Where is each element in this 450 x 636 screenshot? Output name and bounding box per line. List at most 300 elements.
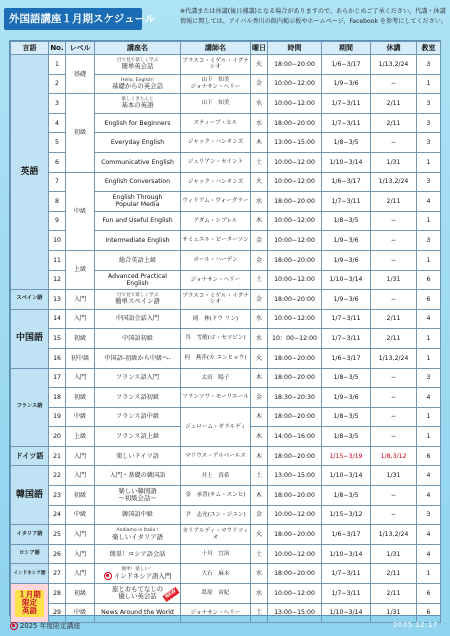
teacher-name: 大石 麻未	[181, 564, 251, 584]
period: 1/10−3/14	[322, 270, 371, 290]
level-cell: 入門	[66, 564, 95, 584]
room: 3	[417, 172, 441, 192]
period: 1/9−3/6	[322, 388, 371, 408]
room: 3	[417, 55, 441, 75]
teacher-name: 尹 志允(ユン・ジユン)	[181, 505, 251, 525]
row-no: 18	[49, 388, 66, 408]
day: 水	[251, 192, 268, 212]
footer-legend-text: 2025 年度限定講座	[20, 622, 81, 630]
teacher-name: ジャック・ハンキンズ	[181, 172, 251, 192]
room: 4	[417, 388, 441, 408]
day: 金	[251, 388, 268, 408]
language-cell-chinese: 中国語	[11, 309, 49, 368]
course-name: English for Beginners	[95, 113, 181, 133]
time: 10:00−12:00	[268, 172, 322, 192]
header-course: 講座名	[95, 42, 181, 55]
course-name: 韓国語中級	[95, 505, 181, 525]
period: 1/15−3/19	[322, 446, 371, 466]
header-language: 言語	[11, 42, 49, 55]
row-no: 3	[49, 94, 66, 114]
header-period: 期間	[322, 42, 371, 55]
course-name: 中国語初級	[95, 329, 181, 349]
time: 18:00−20:00	[268, 407, 322, 427]
course-name: 目で見て楽しく学ぶ 簡単スペイン語	[95, 290, 181, 310]
off-days: −	[371, 231, 417, 251]
course-name: フランス語上級	[95, 427, 181, 447]
teacher-name: 葛原 由紀	[181, 584, 251, 604]
level-cell: 上級	[66, 250, 95, 289]
time: 18:30−20:30	[268, 388, 322, 408]
level-cell: 初中級	[66, 348, 95, 368]
level-cell: 初級	[66, 94, 95, 172]
table-row	[11, 290, 441, 310]
table-row	[11, 172, 441, 192]
day: 土	[251, 152, 268, 172]
period: 1/7−3/11	[322, 329, 371, 349]
period: 1/9−3/6	[322, 250, 371, 270]
time: 10:00−12:00	[268, 231, 322, 251]
teacher-name: ジェローム・ギラルディ	[181, 407, 251, 446]
period: 1/7−3/11	[322, 564, 371, 584]
level-cell: 初級	[66, 329, 95, 349]
room: 1	[417, 407, 441, 427]
teacher-name: 金 承喜(キム・スンヒ)	[181, 486, 251, 506]
language-cell-russian: ロシア語	[11, 544, 49, 564]
day: 木	[251, 133, 268, 153]
room: 1	[417, 152, 441, 172]
level-cell: 入門	[66, 525, 95, 545]
limited-course-mark-icon	[104, 572, 112, 580]
course-name: English Conversation	[95, 172, 181, 192]
time: 10：00−12:00	[268, 329, 322, 349]
day: 火	[251, 55, 268, 75]
time: 10:00−12:00	[268, 74, 322, 94]
special-english-badge: １月期 限定 英語	[15, 590, 44, 617]
table-row	[11, 446, 441, 466]
teacher-name: ジャック・ハンキンズ	[181, 133, 251, 153]
time: 10:00−12:00	[268, 270, 322, 290]
footer-legend	[10, 620, 80, 630]
row-no: 21	[49, 446, 66, 466]
room: 1	[417, 564, 441, 584]
level-cell: 上級	[66, 427, 95, 447]
time: 18:00−20:00	[268, 113, 322, 133]
course-name: 楽しくきちんと 基本の英語	[95, 94, 181, 114]
teacher-name: ジョナサン・ヘリー	[181, 603, 251, 623]
period: 1/6−3/17	[322, 172, 371, 192]
time: 18:00−20:00	[268, 368, 322, 388]
off-days: −	[371, 250, 417, 270]
period: 1/8−3/5	[322, 211, 371, 231]
room: 1	[417, 250, 441, 270]
course-name: 楽しい韓国語 〜初級会話〜	[95, 486, 181, 506]
room: 4	[417, 486, 441, 506]
period: 1/7−3/11	[322, 309, 371, 329]
time: 18:00−20:00	[268, 192, 322, 212]
language-cell-spanish: スペイン語	[11, 290, 49, 310]
table-row	[11, 564, 441, 584]
teacher-name: ウィリアム・ヴォーグラー	[181, 192, 251, 212]
table-row	[11, 368, 441, 388]
off-days: 1/31	[371, 466, 417, 486]
table-row	[11, 505, 441, 525]
row-no: 11	[49, 250, 66, 270]
period: 1/9−3/6	[322, 74, 371, 94]
day: 木	[251, 486, 268, 506]
time: 10:00−12:00	[268, 309, 322, 329]
time: 18:00−20:00	[268, 348, 322, 368]
period: 1/8−3/5	[322, 407, 371, 427]
table-row	[11, 55, 441, 75]
period: 1/10−3/14	[322, 603, 371, 623]
row-no: 26	[49, 544, 66, 564]
room: 6	[417, 446, 441, 466]
course-name: 総合英語上級	[95, 250, 181, 270]
time: 18:00−20:00	[268, 55, 322, 75]
row-no: 23	[49, 486, 66, 506]
teacher-name: 山下 知美	[181, 94, 251, 114]
schedule-table	[10, 41, 441, 623]
level-cell: 中級	[66, 407, 95, 427]
day: 火	[251, 525, 268, 545]
row-no: 9	[49, 211, 66, 231]
period: 1/10−3/14	[322, 544, 371, 564]
off-days: 2/11	[371, 309, 417, 329]
course-name: 旅とおもてなしの 優しい英会話 NEW	[95, 584, 181, 604]
row-no: 6	[49, 152, 66, 172]
room: 1	[417, 329, 441, 349]
language-cell-german: ドイツ語	[11, 446, 49, 466]
course-name: 入門・基礎の韓国語	[95, 466, 181, 486]
row-no: 10	[49, 231, 66, 251]
level-cell: 中級	[66, 505, 95, 525]
off-days: 1/31	[371, 270, 417, 290]
day: 金	[251, 231, 268, 251]
period: 1/10−3/14	[322, 466, 371, 486]
off-days: 2/11	[371, 192, 417, 212]
period: 1/7−3/11	[322, 113, 371, 133]
time: 10:00−12:00	[268, 94, 322, 114]
row-no: 25	[49, 525, 66, 545]
teacher-name: スティーブ・ヒル	[181, 113, 251, 133]
level-cell: 初級	[66, 388, 95, 408]
page-title: 外国語講座１月期スケジュール	[4, 8, 142, 30]
off-days: −	[371, 368, 417, 388]
time: 18:00−20:00	[268, 486, 322, 506]
course-name: フランス語中級	[95, 407, 181, 427]
header-room: 教室	[417, 42, 441, 55]
teacher-name: ブラスコ・ミゲル・イグナシオ	[181, 55, 251, 75]
period: 1/15−3/12	[322, 505, 371, 525]
room: 3	[417, 505, 441, 525]
table-row	[11, 466, 441, 486]
level-cell: 入門	[66, 544, 95, 564]
off-days: −	[371, 133, 417, 153]
course-name: Communicative English	[95, 152, 181, 172]
period: 1/8−3/5	[322, 133, 371, 153]
table-header-row	[11, 42, 441, 55]
time: 10:00−12:00	[268, 544, 322, 564]
room: 4	[417, 309, 441, 329]
table-row	[11, 329, 441, 349]
level-cell: 入門	[66, 290, 95, 310]
table-row	[11, 94, 441, 114]
course-name: 簡単！楽しい！ インドネシア語入門	[95, 564, 181, 584]
table-row	[11, 348, 441, 368]
row-no: 14	[49, 309, 66, 329]
language-cell-special	[11, 584, 49, 623]
room: 4	[417, 544, 441, 564]
teacher-name: 太田 陽子	[181, 368, 251, 388]
period: 1/7−3/11	[322, 584, 371, 604]
table-row	[11, 388, 441, 408]
footer-date: 2025.12.17	[392, 621, 438, 629]
day: 水	[251, 564, 268, 584]
period: 1/6−3/17	[322, 525, 371, 545]
row-no: 12	[49, 270, 66, 290]
course-name: English Through Popular Media	[95, 192, 181, 212]
room: 3	[417, 113, 441, 133]
off-days: 1/13,2/24	[371, 172, 417, 192]
period: 1/9−3/6	[322, 290, 371, 310]
room: 3	[417, 368, 441, 388]
room: 4	[417, 525, 441, 545]
teacher-name: ポール・ハーデン	[181, 250, 251, 270]
table-row	[11, 309, 441, 329]
time: 13:00−15:00	[268, 603, 322, 623]
off-days: −	[371, 486, 417, 506]
row-no: 1	[49, 55, 66, 75]
day: 金	[251, 74, 268, 94]
period: 1/10−3/14	[322, 152, 371, 172]
row-no: 27	[49, 564, 66, 584]
course-name: 目で見て楽しく学ぶ 簡単英会話	[95, 55, 181, 75]
room: 6	[417, 290, 441, 310]
table-row	[11, 486, 441, 506]
off-days: 1/8,3/12	[371, 446, 417, 466]
off-days: −	[371, 505, 417, 525]
off-days: 1/31	[371, 152, 417, 172]
room: 6	[417, 584, 441, 604]
time: 10:00−12:00	[268, 152, 322, 172]
teacher-name: フランソワ・モーリエール	[181, 388, 251, 408]
course-name: 楽しいドイツ語	[95, 446, 181, 466]
row-no: 8	[49, 192, 66, 212]
teacher-name: 呉 雪敏(ゴ・セツビン)	[181, 329, 251, 349]
course-name: News Around the World	[95, 603, 181, 623]
day: 木	[251, 427, 268, 447]
header-time: 時間	[268, 42, 322, 55]
period: 1/8−3/5	[322, 427, 371, 447]
course-name: Everyday English	[95, 133, 181, 153]
period: 1/8−3/5	[322, 368, 371, 388]
row-no: 17	[49, 368, 66, 388]
off-days: 2/11	[371, 564, 417, 584]
off-days: 1/13,2/24	[371, 348, 417, 368]
period: 1/8−3/5	[322, 486, 371, 506]
room: 3	[417, 94, 441, 114]
table-row	[11, 584, 441, 604]
schedule-table-container	[9, 40, 441, 616]
off-days: 2/11	[371, 584, 417, 604]
level-cell: 入門	[66, 309, 95, 329]
course-name: Andiamo in Italia ! 楽しいイタリア語	[95, 525, 181, 545]
room: 1	[417, 427, 441, 447]
level-cell: 中級	[66, 172, 95, 250]
time: 18:00−20:00	[268, 525, 322, 545]
language-cell-indonesian: インドネシア語	[11, 564, 49, 584]
off-days: −	[371, 388, 417, 408]
day: 水	[251, 94, 268, 114]
row-no: 16	[49, 348, 66, 368]
language-cell-italian: イタリア語	[11, 525, 49, 545]
off-days: −	[371, 407, 417, 427]
teacher-name: 十川 宜治	[181, 544, 251, 564]
row-no: 29	[49, 603, 66, 623]
off-days: −	[371, 211, 417, 231]
table-row	[11, 525, 441, 545]
time: 18:00−20:00	[268, 564, 322, 584]
teacher-name: 山下 知美 ジョナサン・ヘリー	[181, 74, 251, 94]
day: 土	[251, 603, 268, 623]
time: 10:00−12:00	[268, 211, 322, 231]
row-no: 24	[49, 505, 66, 525]
day: 水	[251, 309, 268, 329]
level-cell: 中級	[66, 603, 95, 623]
day: 土	[251, 270, 268, 290]
row-no: 15	[49, 329, 66, 349]
period: 1/7−3/11	[322, 192, 371, 212]
off-days: −	[371, 427, 417, 447]
level-cell: 初級	[66, 584, 95, 604]
table-row	[11, 407, 441, 427]
time: 10:00−12:00	[268, 505, 322, 525]
day: 木	[251, 368, 268, 388]
teacher-name: 井上 真希	[181, 466, 251, 486]
language-cell-korean: 韓国語	[11, 466, 49, 525]
off-days: −	[371, 74, 417, 94]
room: 6	[417, 603, 441, 623]
off-days: 1/13,2/24	[371, 55, 417, 75]
time: 13:00−15:00	[268, 466, 322, 486]
day: 火	[251, 348, 268, 368]
period: 1/6−3/17	[322, 55, 371, 75]
row-no: 7	[49, 172, 66, 192]
day: 土	[251, 466, 268, 486]
teacher-name: ジュリアン・セイント	[181, 152, 251, 172]
row-no: 2	[49, 74, 66, 94]
time: 18:00−20:00	[268, 250, 322, 270]
course-name: Intermediate English	[95, 231, 181, 251]
off-days: 1/31	[371, 544, 417, 564]
notice-text: ※代講または休講(後日補講)となる場合がありますので、あらかじめご了承ください。代講・休講情報に関しては、アイパル香川の館内掲示板やホームページ、Facebook を参考にしてください。	[180, 8, 447, 25]
time: 14:00−16:00	[268, 427, 322, 447]
header-teacher: 講師名	[181, 42, 251, 55]
time: 18:00−20:00	[268, 290, 322, 310]
room: 1	[417, 74, 441, 94]
time: 18:00−20:00	[268, 446, 322, 466]
header-off: 休講	[371, 42, 417, 55]
room: 4	[417, 192, 441, 212]
row-no: 20	[49, 427, 66, 447]
table-row	[11, 544, 441, 564]
off-days: 1/13,2/24	[371, 525, 417, 545]
row-no: 5	[49, 133, 66, 153]
header	[4, 6, 446, 36]
table-row	[11, 250, 441, 270]
teacher-name: カリアルディ・マウリツィオ	[181, 525, 251, 545]
off-days: 1/31	[371, 603, 417, 623]
teacher-name: ジョナサン・ヘリー	[181, 270, 251, 290]
period: 1/9−3/6	[322, 231, 371, 251]
room: 4	[417, 466, 441, 486]
off-days: 2/11	[371, 94, 417, 114]
row-no: 28	[49, 584, 66, 604]
course-name: フランス語初級	[95, 388, 181, 408]
language-cell-english: 英語	[11, 55, 49, 290]
limited-course-mark-icon	[10, 622, 18, 630]
day: 水	[251, 329, 268, 349]
day: 木	[251, 446, 268, 466]
course-name: Fun and Useful English	[95, 211, 181, 231]
course-name: 中国語-初級から中級へ-	[95, 348, 181, 368]
row-no: 22	[49, 466, 66, 486]
row-no: 13	[49, 290, 66, 310]
teacher-name: 何 燕萍(カ エンヒョウ)	[181, 348, 251, 368]
day: 金	[251, 250, 268, 270]
teacher-name: 岡 林(ドウ リン)	[181, 309, 251, 329]
off-days: 2/11	[371, 113, 417, 133]
header-level: レベル	[66, 42, 95, 55]
day: 木	[251, 407, 268, 427]
off-days: −	[371, 290, 417, 310]
day: 金	[251, 290, 268, 310]
teacher-name: ブラスコ・ミゲル・イグナシオ	[181, 290, 251, 310]
course-name: Advanced Practical English	[95, 270, 181, 290]
day: 金	[251, 505, 268, 525]
course-name: 簡単！ロシア語会話	[95, 544, 181, 564]
header-day: 曜日	[251, 42, 268, 55]
room: 6	[417, 270, 441, 290]
new-badge: NEW	[162, 587, 179, 602]
row-no: 4	[49, 113, 66, 133]
course-name: Hello, English! 基礎からの英会話	[95, 74, 181, 94]
row-no: 19	[49, 407, 66, 427]
room: 3	[417, 133, 441, 153]
room: 1	[417, 211, 441, 231]
off-days: 2/11	[371, 329, 417, 349]
language-cell-french: フランス語	[11, 368, 49, 446]
period: 1/6−3/17	[322, 348, 371, 368]
level-cell: 入門	[66, 368, 95, 388]
time: 10:00−12:00	[268, 584, 322, 604]
level-cell: 入門	[66, 466, 95, 486]
day: 水	[251, 584, 268, 604]
course-name: フランス語入門	[95, 368, 181, 388]
teacher-name: サミュエル・ピーターソン	[181, 231, 251, 251]
room: 3	[417, 231, 441, 251]
level-cell: 基礎	[66, 55, 95, 94]
course-name: 中国語会話入門	[95, 309, 181, 329]
teacher-name: アダム・シブレル	[181, 211, 251, 231]
day: 土	[251, 544, 268, 564]
period: 1/7−3/11	[322, 94, 371, 114]
level-cell: 入門	[66, 446, 95, 466]
teacher-name: マリウス・アルベールス	[181, 446, 251, 466]
room: 1	[417, 348, 441, 368]
time: 13:00−15:00	[268, 133, 322, 153]
day: 水	[251, 113, 268, 133]
